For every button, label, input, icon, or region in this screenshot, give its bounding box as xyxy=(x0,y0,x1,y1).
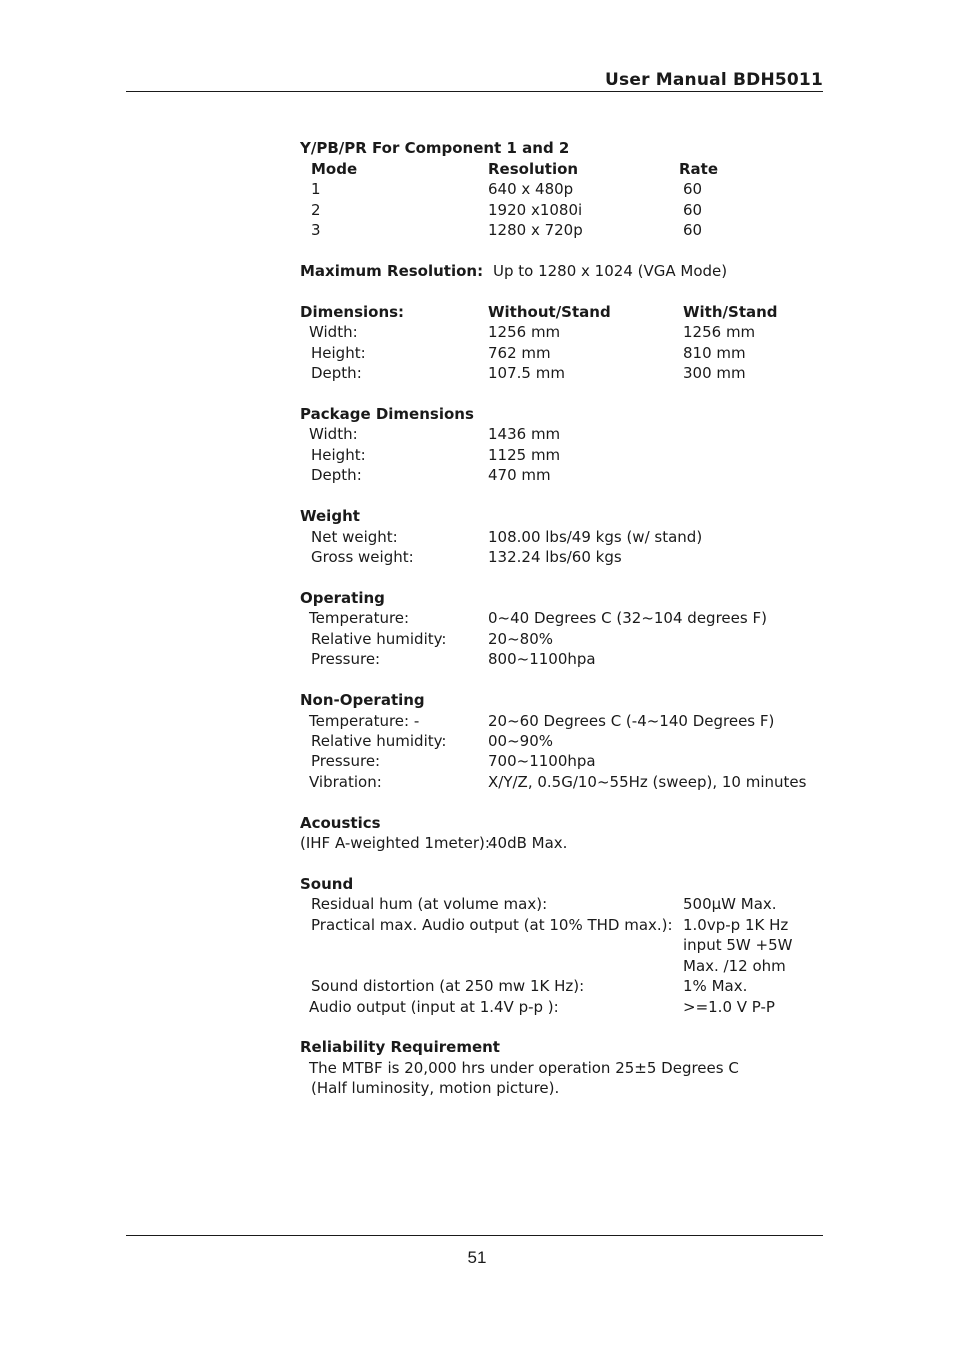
operating-label: Pressure: xyxy=(311,650,381,668)
component-rate: 60 xyxy=(683,180,703,198)
weight-value: 108.00 lbs/49 kgs (w/ stand) xyxy=(488,528,703,546)
sound-residual-label: Residual hum (at volume max): xyxy=(311,895,548,913)
non-operating-value: 00~90% xyxy=(488,732,553,750)
dimensions-heading: Dimensions: xyxy=(300,303,405,321)
weight-heading: Weight xyxy=(300,507,360,525)
component-resolution: 1920 x1080i xyxy=(488,201,583,219)
non-operating-heading: Non-Operating xyxy=(300,691,425,709)
sound-audio-value: >=1.0 V P-P xyxy=(683,998,775,1016)
reliability-heading: Reliability Requirement xyxy=(300,1038,500,1056)
dimensions-label: Width: xyxy=(309,323,358,341)
reliability-line: The MTBF is 20,000 hrs under operation 25±5 Degrees C xyxy=(309,1059,739,1077)
component-mode: 3 xyxy=(311,221,321,239)
non-operating-value: 700~1100hpa xyxy=(488,752,596,770)
component-col-mode: Mode xyxy=(311,160,358,178)
sound-distortion-value: 1% Max. xyxy=(683,977,748,995)
non-operating-label: Vibration: xyxy=(309,773,382,791)
component-heading: Y/PB/PR For Component 1 and 2 xyxy=(300,139,570,157)
dimensions-label: Height: xyxy=(311,344,366,362)
component-col-resolution: Resolution xyxy=(488,160,579,178)
component-rate: 60 xyxy=(683,221,703,239)
non-operating-label: Relative humidity: xyxy=(311,732,447,750)
component-mode: 2 xyxy=(311,201,321,219)
header-divider xyxy=(126,91,823,92)
non-operating-label: Temperature: - xyxy=(309,712,420,730)
dimensions-with: 1256 mm xyxy=(683,323,756,341)
dimensions-with: 300 mm xyxy=(683,364,746,382)
acoustics-value: 40dB Max. xyxy=(488,834,568,852)
operating-value: 800~1100hpa xyxy=(488,650,596,668)
sound-practical-value: 1.0vp-p 1K Hz xyxy=(683,916,789,934)
non-operating-value: 20~60 Degrees C (-4~140 Degrees F) xyxy=(488,712,775,730)
package-label: Height: xyxy=(311,446,366,464)
max-resolution-label: Maximum Resolution: xyxy=(300,262,484,280)
page-number: 51 xyxy=(467,1248,487,1267)
sound-audio-label: Audio output (input at 1.4V p-p ): xyxy=(309,998,559,1016)
dimensions-label: Depth: xyxy=(311,364,362,382)
dimensions-without: 1256 mm xyxy=(488,323,561,341)
weight-label: Gross weight: xyxy=(311,548,414,566)
dimensions-col-without: Without/Stand xyxy=(488,303,611,321)
footer-divider xyxy=(126,1235,823,1236)
dimensions-with: 810 mm xyxy=(683,344,746,362)
reliability-line: (Half luminosity, motion picture). xyxy=(311,1079,560,1097)
sound-heading: Sound xyxy=(300,875,354,893)
package-value: 1436 mm xyxy=(488,425,561,443)
acoustics-label: (IHF A-weighted 1meter): xyxy=(300,834,490,852)
sound-practical-label: Practical max. Audio output (at 10% THD max.): xyxy=(311,916,673,934)
component-resolution: 1280 x 720p xyxy=(488,221,583,239)
component-mode: 1 xyxy=(311,180,321,198)
package-value: 1125 mm xyxy=(488,446,561,464)
operating-heading: Operating xyxy=(300,589,385,607)
dimensions-without: 762 mm xyxy=(488,344,551,362)
operating-label: Temperature: xyxy=(309,609,410,627)
acoustics-heading: Acoustics xyxy=(300,814,381,832)
non-operating-value: X/Y/Z, 0.5G/10~55Hz (sweep), 10 minutes xyxy=(488,773,807,791)
component-rate: 60 xyxy=(683,201,703,219)
operating-value: 0~40 Degrees C (32~104 degrees F) xyxy=(488,609,767,627)
weight-value: 132.24 lbs/60 kgs xyxy=(488,548,622,566)
dimensions-without: 107.5 mm xyxy=(488,364,565,382)
operating-value: 20~80% xyxy=(488,630,553,648)
package-value: 470 mm xyxy=(488,466,551,484)
sound-practical-value: Max. /12 ohm xyxy=(683,957,786,975)
sound-residual-value: 500µW Max. xyxy=(683,895,777,913)
package-label: Width: xyxy=(309,425,358,443)
non-operating-label: Pressure: xyxy=(311,752,381,770)
operating-label: Relative humidity: xyxy=(311,630,447,648)
component-resolution: 640 x 480p xyxy=(488,180,574,198)
sound-distortion-label: Sound distortion (at 250 mw 1K Hz): xyxy=(311,977,585,995)
package-label: Depth: xyxy=(311,466,362,484)
component-col-rate: Rate xyxy=(679,160,719,178)
header-title: User Manual BDH5011 xyxy=(605,70,823,90)
max-resolution-value: Up to 1280 x 1024 (VGA Mode) xyxy=(493,262,728,280)
weight-label: Net weight: xyxy=(311,528,398,546)
dimensions-col-with: With/Stand xyxy=(683,303,778,321)
package-heading: Package Dimensions xyxy=(300,405,474,423)
sound-practical-value: input 5W +5W xyxy=(683,936,793,954)
